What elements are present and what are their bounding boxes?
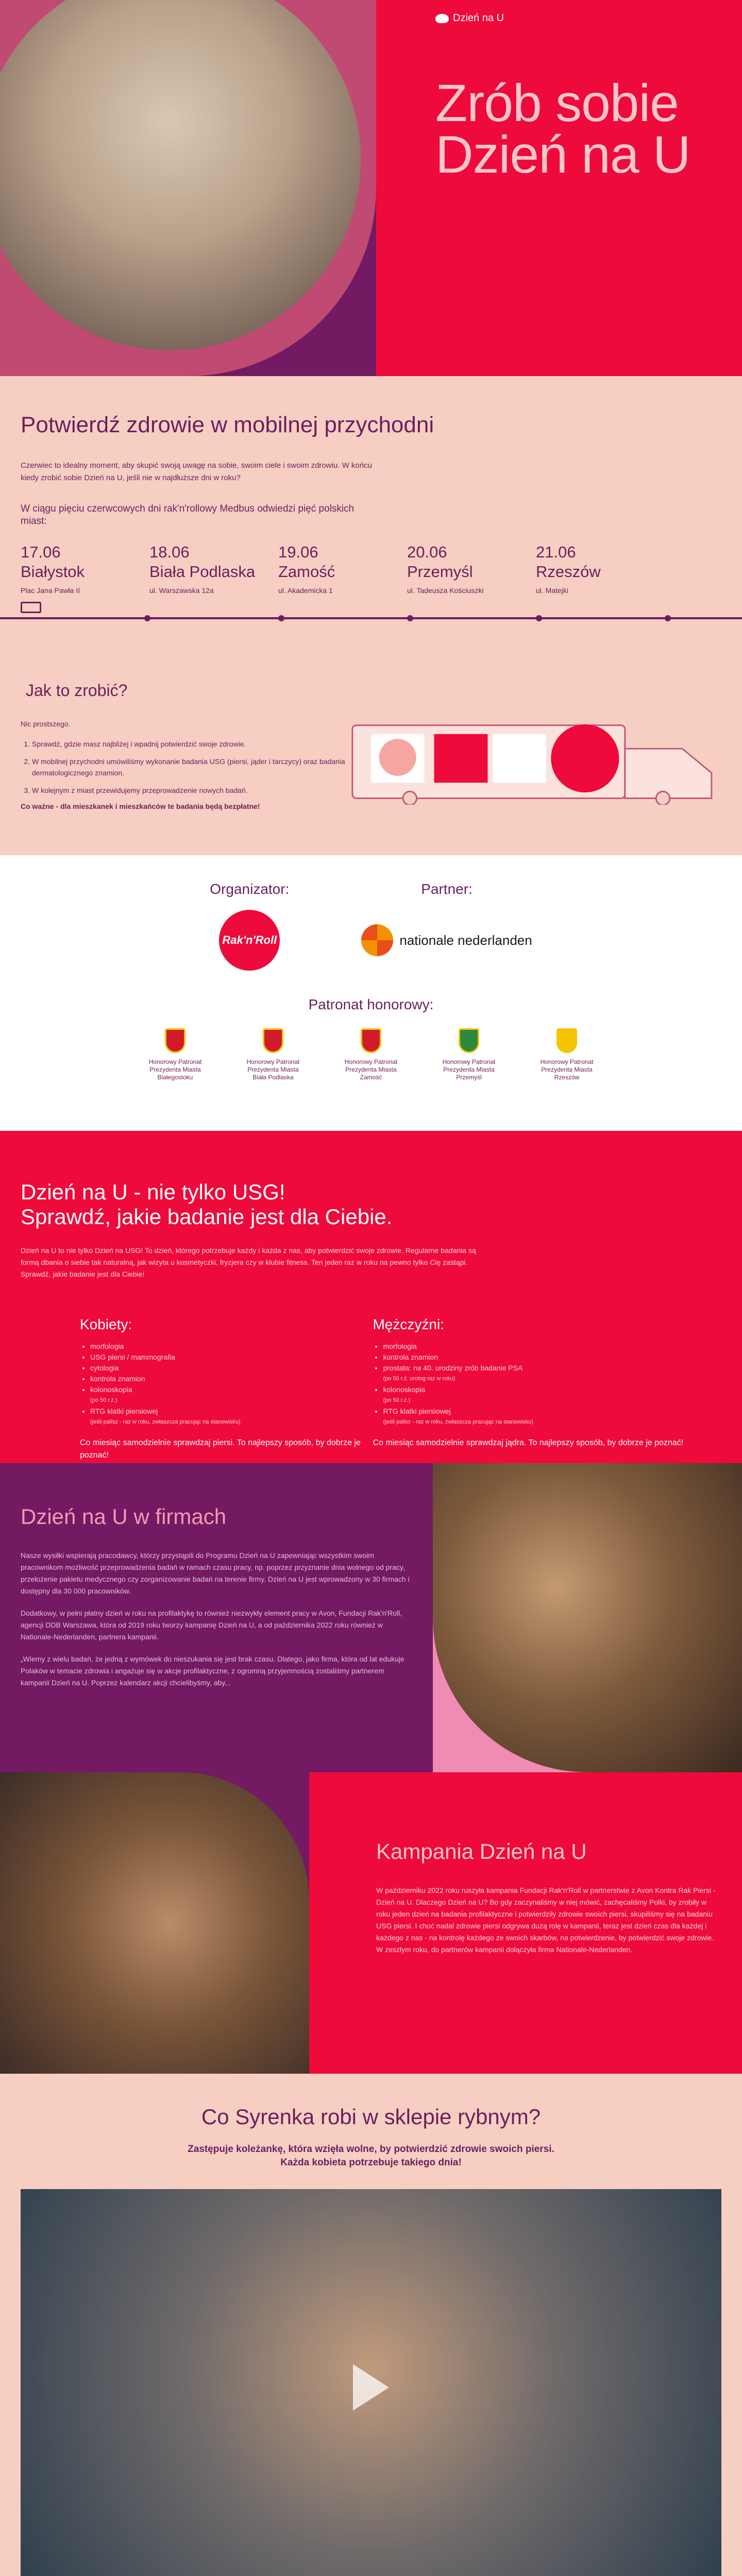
women-title: Kobiety:: [80, 1316, 132, 1332]
stop-city: Zamość: [278, 563, 335, 581]
city-list: [21, 543, 721, 595]
list-item: (jeśli palisz - raz w roku, zwłaszcza pracując na stanowisku): [383, 1419, 534, 1425]
firms-text: [0, 1463, 433, 1772]
play-icon[interactable]: [353, 2364, 389, 2411]
firms-section: [0, 1463, 742, 1772]
partner: [361, 881, 532, 971]
list-item: (po 50 r.ż.): [90, 1397, 117, 1403]
men-title: Mężczyźni:: [373, 1316, 444, 1332]
usg-section: [0, 1131, 742, 1463]
hero-image-area: [0, 0, 376, 376]
medbus-illustration: [351, 712, 721, 805]
stop-address: Plac Jana Pawła II: [21, 586, 80, 595]
list-item: [21, 543, 149, 595]
how-to: [21, 681, 721, 810]
campaign-image-area: [0, 1772, 309, 2074]
men-footnote: Co miesiąc samodzielnie sprawdzaj jądra. To najlepszy sposób, by dobrze je poznać!: [373, 1438, 684, 1447]
crest-icon: [165, 1028, 185, 1053]
list-item: [538, 1028, 595, 1081]
stop-city: Białystok: [21, 563, 85, 581]
how-to-note: Co ważne - dla mieszkanek i mieszkańców te badania będą bezpłatne!: [21, 802, 260, 810]
women-column: [21, 1316, 373, 1462]
campaign-text: [309, 1772, 742, 2074]
crest-label: Honorowy Patronat Prezydenta Miasta Przemyśl: [442, 1058, 496, 1081]
lips-icon: [435, 14, 449, 23]
route-dot: [665, 615, 671, 621]
how-to-intro: Nic prostszego.: [21, 720, 71, 728]
list-item: • morfologia: [383, 1341, 721, 1352]
stop-address: ul. Warszawska 12a: [149, 586, 214, 595]
route-dot: [278, 615, 284, 621]
confirm-lead: W ciągu pięciu czerwcowych dni rak'n'rollowy Medbus odwiedzi pięć polskich miast:: [21, 503, 355, 527]
how-to-title: Jak to zrobić?: [26, 681, 128, 700]
crest-label: Honorowy Patronat Prezydenta Miasta Rzeszów: [540, 1058, 594, 1081]
honor-label: Patronat honorowy:: [308, 996, 434, 1012]
hero-section: [0, 0, 742, 376]
list-item: • kontrola znamion: [90, 1374, 373, 1384]
hero-title: Zrób sobie Dzień na U: [435, 74, 690, 184]
video-player[interactable]: [21, 2189, 721, 2576]
route-dot: [144, 615, 150, 621]
usg-title-1: Dzień na U - nie tylko USG!: [21, 1180, 285, 1204]
mermaid-section: [0, 2074, 742, 2576]
campaign-section: [0, 1772, 742, 2074]
list-item: 3. W kolejnym z miast przewidujemy przeprowadzenie nowych badań.: [32, 785, 351, 796]
sun-icon: [361, 924, 393, 956]
stop-date: 17.06: [21, 543, 61, 561]
list-item: (po 50 r.ż. urolog raz w roku): [383, 1376, 456, 1382]
list-item: [536, 543, 665, 595]
crest-label: Honorowy Patronat Prezydenta Miasta Biała Podlaska: [246, 1058, 300, 1081]
honor-list: [0, 1028, 742, 1081]
list-item: [441, 1028, 497, 1081]
list-item: • kolonoskopia: [90, 1384, 373, 1395]
list-item: [245, 1028, 301, 1081]
stop-date: 21.06: [536, 543, 576, 561]
men-list: [373, 1341, 721, 1428]
stop-city: Rzeszów: [536, 563, 601, 581]
confirm-section: [0, 376, 742, 855]
organizer: [210, 881, 289, 971]
route-dot: [407, 615, 413, 621]
list-item: [149, 543, 278, 595]
crest-icon: [556, 1028, 577, 1053]
firms-paragraph: „Wiemy z wielu badań, że jedną z wymówek do nieszukania się jest brak czasu. Dlatego, jako firma, która od lat edukuje Polaków w temacie zdrowia i angażuje się w akcje profilaktyczne, z ogromną przyjemnością zostaliśmy partnerem kampanii Dzień na U. Poprzez kalendarz akcji chcielibyśmy, aby...: [21, 1655, 404, 1687]
list-item: [147, 1028, 204, 1081]
confirm-title: Potwierdź zdrowie w mobilnej przychodni: [21, 412, 434, 437]
crest-label: Honorowy Patronat Prezydenta Miasta Białegostoku: [148, 1058, 202, 1081]
list-item: [278, 543, 407, 595]
firms-paragraph: Dodatkowy, w pełni płatny dzień w roku na profilaktykę to również niezwykły element pracy w Avon, Fundacji Rak'n'Roll, agencji DDB Warszawa, która od 2019 roku tworzy kampanię Dzień na U, a od października 2022 roku również w Nationale-Nederlanden, partnera kampanii.: [21, 1609, 402, 1641]
usg-title-2: Sprawdź, jakie badanie jest dla Ciebie.: [21, 1205, 393, 1229]
mermaid-title: Co Syrenka robi w sklepie rybnym?: [201, 2105, 541, 2129]
list-item: • prostata: na 40. urodziny zrób badanie PSA: [383, 1363, 721, 1374]
list-item: 1. Sprawdź, gdzie masz najbliżej i wpadnij potwierdzić swoje zdrowie.: [32, 738, 351, 750]
organizer-label: Organizator:: [210, 881, 290, 897]
crest-icon: [263, 1028, 283, 1053]
brand-logo[interactable]: [435, 12, 504, 24]
list-item: • RTG klatki piersiowej: [383, 1406, 721, 1417]
crest-label: Honorowy Patronat Prezydenta Miasta Zamość: [344, 1058, 398, 1081]
nn-logo[interactable]: [361, 910, 532, 971]
hero-photo: [0, 0, 361, 350]
how-to-text: [21, 681, 351, 810]
firms-title: Dzień na U w firmach: [21, 1504, 227, 1529]
list-item: (po 50 r.ż.): [383, 1397, 411, 1403]
crest-icon: [361, 1028, 381, 1053]
list-item: • USG piersi / mammografia: [90, 1352, 373, 1363]
firms-image-area: [433, 1463, 742, 1772]
stop-address: ul. Akademicka 1: [278, 586, 333, 595]
list-item: • cytologia: [90, 1363, 373, 1374]
list-item: • morfologia: [90, 1341, 373, 1352]
women-footnote: Co miesiąc samodzielnie sprawdzaj piersi. To najlepszy sposób, by dobrze je poznać!: [80, 1438, 361, 1460]
partner-label: Partner:: [421, 881, 473, 897]
women-list: [80, 1341, 373, 1428]
firms-photo: [433, 1463, 742, 1772]
list-item: 2. W mobilnej przychodni umówiliśmy wykonanie badania USG (piersi, jąder i tarczycy) oraz badania dermatologicznego znamion.: [32, 756, 351, 778]
list-item: [343, 1028, 399, 1081]
stop-date: 18.06: [149, 543, 190, 561]
hero-blob: [0, 0, 376, 376]
campaign-title: Kampania Dzień na U: [376, 1839, 587, 1863]
hero-title-area: [376, 0, 742, 376]
rocknroll-logo[interactable]: Rak'n'Roll: [219, 910, 280, 971]
exam-columns: [21, 1316, 721, 1462]
route-line: [0, 617, 742, 619]
mermaid-subtitle-2: Każda kobieta potrzebuje takiego dnia!: [280, 2157, 462, 2168]
list-item: [407, 543, 536, 595]
stop-date: 20.06: [407, 543, 447, 561]
partners-section: [0, 855, 742, 1131]
stop-city: Przemyśl: [407, 563, 473, 581]
mermaid-subtitle-1: Zastępuje koleżankę, która wzięła wolne, by potwierdzić zdrowie swoich piersi.: [188, 2144, 554, 2155]
partners-row: [0, 881, 742, 971]
stop-city: Biała Podlaska: [149, 563, 256, 581]
nn-logo-text: nationale nederlanden: [399, 933, 532, 948]
list-item: • kolonoskopia: [383, 1384, 721, 1395]
men-column: [373, 1316, 721, 1462]
list-item: (jeśli palisz - raz w roku, zwłaszcza pracując na stanowisku): [90, 1419, 241, 1425]
confirm-intro: Czerwiec to idealny moment, aby skupić swoją uwagę na sobie, swoim ciele i swoim zdrowiu. W końcu kiedy zrobić sobie Dzień na U, jeśli nie w najdłuższe dni w roku?: [21, 461, 372, 482]
usg-text: Dzień na U to nie tylko Dzień na USG! To dzień, którego potrzebuje każdy i każda z nas, aby potwierdzić swoje zdrowie. Regularne badania są formą dbania o siebie tak naturalną, jak wizyta u kosmetyczki, fryzjera czy w klubie fitness. Ten jeden raz w roku na pewno tylko Cię zastąpi. Sprawdź, jakie badanie jest dla Ciebie!: [21, 1246, 476, 1278]
how-to-steps: [21, 738, 351, 796]
stop-address: ul. Tadeusza Kościuszki: [407, 586, 484, 595]
crest-icon: [459, 1028, 479, 1053]
stop-date: 19.06: [278, 543, 318, 561]
route-dot: [536, 615, 542, 621]
brand-name: Dzień na U: [453, 12, 504, 24]
list-item: • kontrola znamion: [383, 1352, 721, 1363]
bus-icon: [21, 602, 41, 613]
campaign-photo: [0, 1772, 309, 2074]
firms-paragraph: Nasze wysiłki wspierają pracodawcy, którzy przystąpili do Programu Dzień na U zapewniając wszystkim swoim pracownikom możliwość przeprowadzenia badań w ramach czasu pracy, np. poprzez przyznanie dnia wolnego od pracy, przełożenie pakietu medycznego czy zorganizowanie badań na terenie firmy. Dzień na U jest wprowadzony w 30 firmach i dostępny dla 30 000 pracowników.: [21, 1551, 410, 1595]
list-item: • RTG klatki piersiowej: [90, 1406, 373, 1417]
stop-address: ul. Matejki: [536, 586, 569, 595]
campaign-paragraph: W październiku 2022 roku ruszyła kampania Fundacji Rak'n'Roll w partnerstwie z Avon Kontra Rak Piersi - Dzień na U. Dlaczego Dzień na U? Bo gdy zaczynaliśmy w niej mówić, zachęcaliśmy Polki, by zrobiły w roku jeden dzień na badania profilaktyczne i potwierdziły zdrowie swoich piersi, skupiliśmy się na badaniu USG piersi. I choć nadal zdrowie piersi odgrywa dużą rolę w kampanii, teraz jest dzień czas dla każdej i każdego z nas - na kontrolę każdego ze swoich skarbów, na potwierdzenie, by potwierdzić swoje zdrowie. W zeszłym roku, do partnerów kampanii dołączyła firma Nationale-Nederlanden.: [376, 1886, 716, 1954]
